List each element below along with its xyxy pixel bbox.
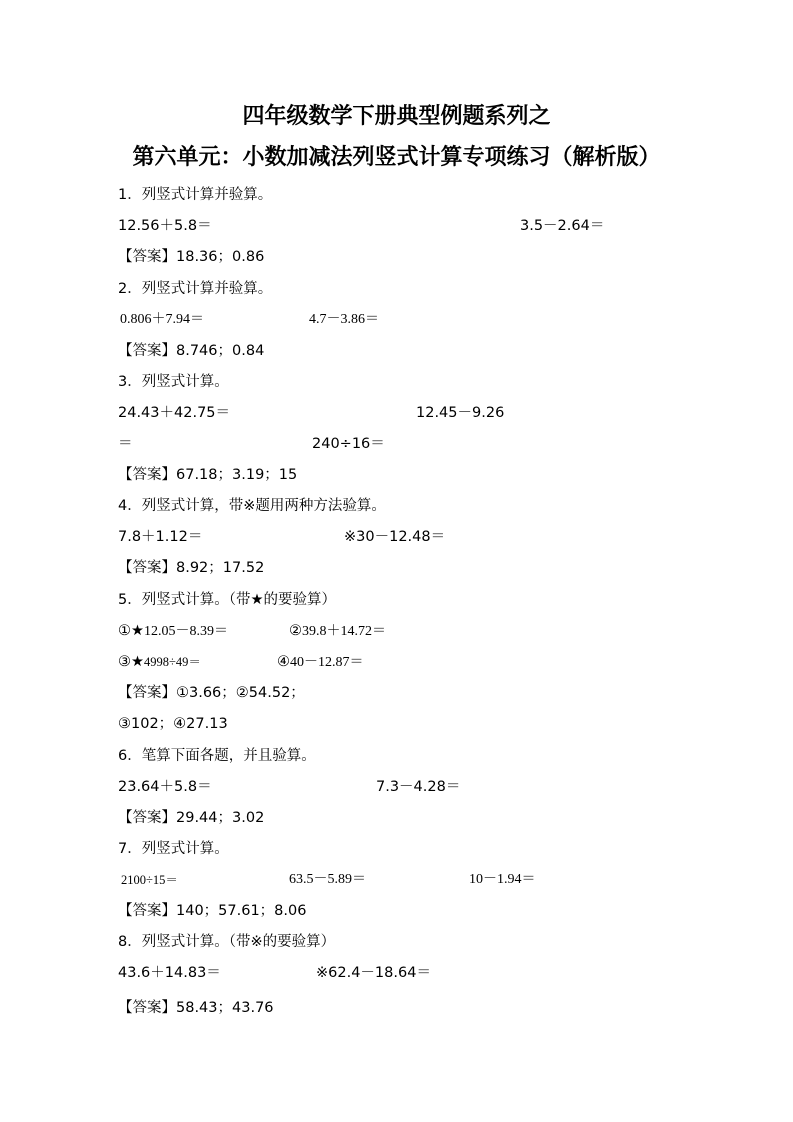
document-subtitle: 第六单元：小数加减法列竖式计算专项练习（解析版） [132,145,661,170]
q8-expr-b: ※62.4－18.64＝ [316,965,431,981]
q8-expr-a: 43.6＋14.83＝ [118,965,221,981]
q5-item-4 [277,653,364,672]
q3-expr-a: 24.43＋42.75＝ [118,405,231,421]
q3-expr-b: 12.45－9.26 [416,405,505,421]
q8-answer: 【答案】58.43；43.76 [118,1000,274,1016]
q5-item-4-marker: ④ [277,654,290,670]
q4-expr-b: ※30－12.48＝ [344,529,446,545]
q5-item-1-expr: 12.05－8.39＝ [144,624,228,639]
q7-prompt: 7．列竖式计算。 [118,841,229,857]
q5-answer-continued: ③102；④27.13 [118,716,228,732]
q8-prompt: 8．列竖式计算。（带※的要验算） [118,934,336,950]
q5-item-2-marker: ② [289,623,302,639]
q7-expr-a: 2100÷15＝ [121,873,178,887]
q2-expr-b: 4.7－3.86＝ [309,312,379,327]
q2-prompt: 2．列竖式计算并验算。 [118,281,273,297]
q5-answer: 【答案】①3.66；②54.52； [118,685,305,701]
q1-expr-a: 12.56＋5.8＝ [118,218,212,234]
q5-item-2 [289,622,386,641]
q3-expr-c: 240÷16＝ [312,436,385,452]
q6-prompt: 6．笔算下面各题，并且验算。 [118,748,316,764]
q5-item-3-marker: ③★ [118,654,144,670]
q2-answer: 【答案】8.746；0.84 [118,343,265,359]
q5-item-3-expr: 4998÷49＝ [144,655,201,669]
q5-prompt: 5．列竖式计算。（带★的要验算） [118,592,336,608]
q7-expr-b: 63.5－5.89＝ [289,872,366,887]
q3-prompt: 3．列竖式计算。 [118,374,229,390]
q6-expr-a: 23.64＋5.8＝ [118,779,212,795]
q5-item-1-marker: ①★ [118,623,144,639]
q7-expr-c: 10－1.94＝ [469,872,536,887]
q5-item-2-expr: 39.8＋14.72＝ [302,624,386,639]
q7-answer: 【答案】140；57.61；8.06 [118,903,307,919]
q3-expr-b-continued: ＝ [118,436,133,452]
q5-item-1 [118,622,228,641]
q1-answer: 【答案】18.36；0.86 [118,249,265,265]
q1-prompt: 1．列竖式计算并验算。 [118,187,273,203]
q2-expr-a: 0.806＋7.94＝ [120,312,204,327]
q6-expr-b: 7.3－4.28＝ [376,779,461,795]
q3-answer: 【答案】67.18；3.19；15 [118,467,298,483]
q4-answer: 【答案】8.92；17.52 [118,560,265,576]
q4-expr-a: 7.8＋1.12＝ [118,529,203,545]
q5-item-4-expr: 40－12.87＝ [290,655,364,670]
q4-prompt: 4．列竖式计算，带※题用两种方法验算。 [118,498,386,514]
q6-answer: 【答案】29.44；3.02 [118,810,265,826]
document-title: 四年级数学下册典型例题系列之 [242,104,551,129]
q1-expr-b: 3.5－2.64＝ [520,218,605,234]
q5-item-3 [118,653,201,671]
